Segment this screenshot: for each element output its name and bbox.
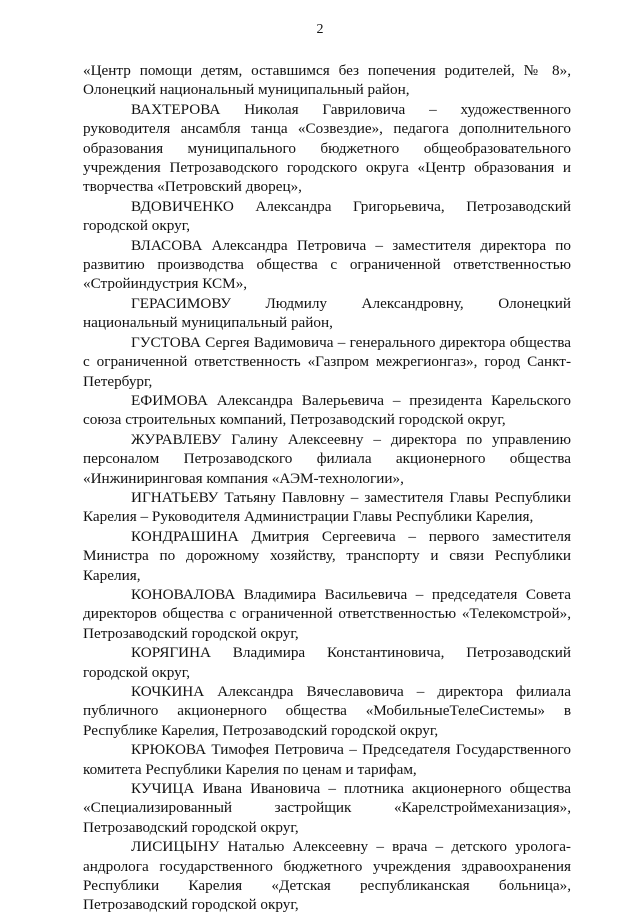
paragraph-vdovichenko: ВДОВИЧЕНКО Александра Григорьевича, Петрозаводский городской округ, xyxy=(83,197,571,235)
paragraph-gustov: ГУСТОВА Сергея Вадимовича – генерального директора общества с ограниченной ответственность «Газпром межрегионгаз», город Санкт-Петербург, xyxy=(83,333,571,390)
paragraph-ignatieva: ИГНАТЬЕВУ Татьяну Павловну – заместителя Главы Республики Карелия – Руководителя Администрации Главы Республики Карелия, xyxy=(83,488,571,526)
paragraph-continuation: «Центр помощи детям, оставшимся без попечения родителей, № 8», Олонецкий национальный муниципальный район, xyxy=(83,62,571,99)
paragraph-kochkin: КОЧКИНА Александра Вячеславовича – директора филиала публичного акционерного общества «МобильныеТелеСистемы» в Республике Карелия, Петрозаводский городской округ, xyxy=(83,683,571,739)
paragraph-koryagin: КОРЯГИНА Владимира Константиновича, Петрозаводский городской округ, xyxy=(83,644,571,681)
paragraph-zhuravleva: ЖУРАВЛЕВУ Галину Алексеевну – директора по управлению персоналом Петрозаводского филиала акционерного общества «Инжиниринговая компания «АЭМ-технологии», xyxy=(83,430,571,487)
paragraph-gerasimova: ГЕРАСИМОВУ Людмилу Александровну, Олонецкий национальный муниципальный район, xyxy=(83,294,571,332)
paragraph-konovalov: КОНОВАЛОВА Владимира Васильевича – председателя Совета директоров общества с ограниченной ответственностью «Телекомстрой», Петрозаводский городской округ, xyxy=(83,585,571,642)
page-number: 2 xyxy=(316,22,324,37)
paragraph-kondrashin: КОНДРАШИНА Дмитрия Сергеевича – первого заместителя Министра по дорожному хозяйству, транспорту и связи Республики Карелия, xyxy=(83,527,571,584)
paragraph-kryukov: КРЮКОВА Тимофея Петровича – Председателя Государственного комитета Республики Карелия по ценам и тарифам, xyxy=(83,741,571,778)
paragraph-kuchitsa: КУЧИЦА Ивана Ивановича – плотника акционерного общества «Специализированный застройщик «Карелстроймеханизация», Петрозаводский городской округ, xyxy=(83,780,571,836)
paragraph-vakhterov: ВАХТЕРОВА Николая Гавриловича – художественного руководителя ансамбля танца «Созвездие», педагога дополнительного образования муниципального бюджетного общеобразовательного учреждения Петрозаводского городского округа «Центр образования и творчества «Петровский дворец», xyxy=(83,100,571,196)
paragraph-lisitsyna: ЛИСИЦЫНУ Наталью Алексеевну – врача – детского уролога-андролога государственного бюджетного учреждения здравоохранения Республики Карелия «Детская республиканская больница», Петрозаводский городской округ, xyxy=(83,838,571,914)
paragraph-efimov: ЕФИМОВА Александра Валерьевича – президента Карельского союза строительных компаний, Петрозаводский городской округ, xyxy=(83,391,571,429)
paragraph-vlasov: ВЛАСОВА Александра Петровича – заместителя директора по развитию производства общества с ограниченной ответственностью «Стройиндустрия КСМ», xyxy=(83,236,571,293)
document-body xyxy=(83,61,571,915)
